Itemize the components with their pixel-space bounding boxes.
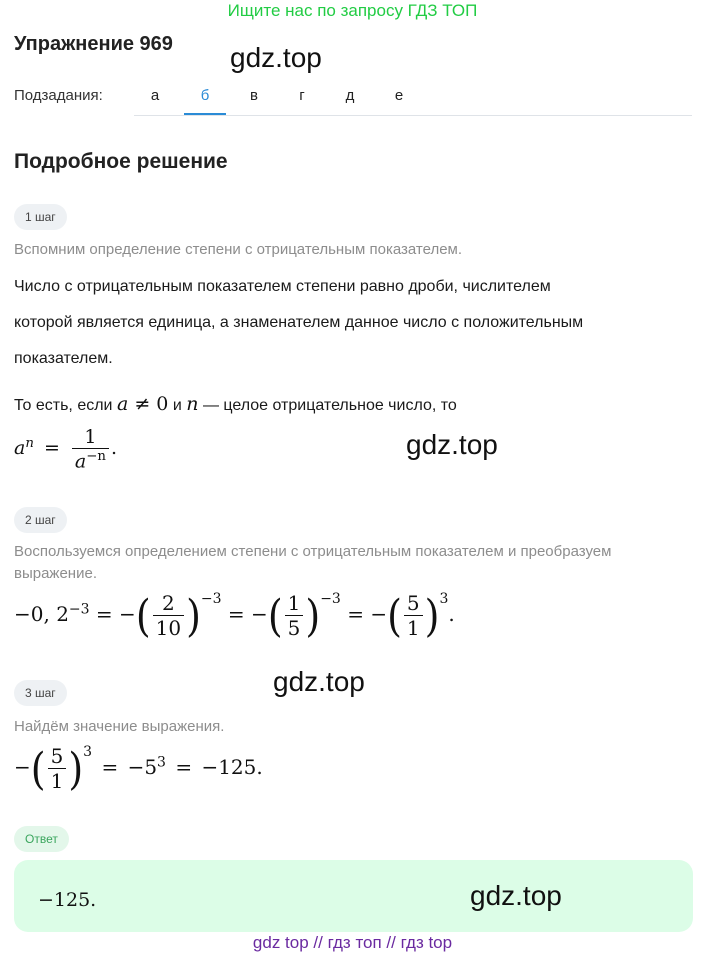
answer-value: −125. [38, 889, 97, 911]
frac-den: 1 [404, 615, 423, 640]
tab-a[interactable]: а [150, 87, 160, 104]
step-text-line: которой является единица, а знаменателем данное число с положительным [14, 314, 584, 331]
exp: 3 [83, 744, 93, 760]
expr-start: −0, 2 [14, 602, 69, 626]
step-text-line: показателем. [14, 350, 113, 367]
subtasks-label: Подзадания: [14, 87, 103, 104]
exp: −3 [68, 601, 90, 618]
exp: 3 [439, 591, 449, 607]
eq: = [95, 602, 113, 626]
var-a: a [116, 393, 129, 415]
exp: −3 [200, 591, 222, 607]
step-hint: Воспользуемся определением степени с отрицательным показателем и преобразуем выражение. [14, 543, 612, 582]
tab-b[interactable]: б [184, 80, 226, 115]
rhs-result: −125. [201, 755, 263, 779]
eq: = [347, 602, 364, 626]
formula-denominator-base: a [74, 450, 87, 473]
step-text-line: Число с отрицательным показателем степени равно дроби, числителем [14, 278, 551, 295]
step-hint: Вспомним определение степени с отрицательным показателем. [14, 241, 463, 258]
watermark: gdz.top [230, 42, 322, 73]
neq-zero: ≠ 0 [134, 393, 169, 415]
frac-den: 1 [48, 768, 67, 793]
minus: − [370, 602, 388, 626]
frac-num: 5 [406, 591, 420, 615]
frac-den: 10 [153, 615, 184, 640]
formula-exp: n [25, 435, 34, 451]
rhs-power: −5 [127, 755, 158, 779]
tab-g[interactable]: г [299, 87, 305, 104]
search-banner: Ищите нас по запросу ГДЗ ТОП [227, 1, 478, 20]
section-title: Подробное решение [14, 150, 228, 173]
var-n: n [186, 393, 199, 415]
frac-num: 5 [50, 744, 64, 768]
eq: = [227, 602, 245, 626]
watermark: gdz.top [406, 429, 498, 460]
answer-box [14, 860, 693, 932]
exercise-title: Упражнение 969 [14, 33, 173, 55]
footer-links[interactable]: gdz top // гдз топ // гдз top [252, 933, 453, 952]
minus: − [119, 602, 136, 626]
tab-d[interactable]: д [345, 87, 355, 104]
formula-numerator: 1 [84, 426, 97, 448]
frac-den: 5 [285, 615, 304, 640]
condition-prefix: То есть, если [14, 397, 113, 414]
minus: − [251, 602, 268, 626]
tab-v[interactable]: в [250, 87, 258, 104]
step-badge: 2 шаг [14, 507, 67, 533]
condition-suffix: — целое отрицательное число, то [202, 397, 457, 414]
exp: 3 [157, 754, 166, 771]
formula-base: a [14, 437, 26, 460]
step-hint: Найдём значение выражения. [14, 718, 225, 735]
frac-num: 2 [162, 591, 175, 615]
exp: −3 [320, 591, 341, 607]
tab-e[interactable]: е [394, 87, 404, 104]
watermark: gdz.top [470, 880, 562, 911]
step-badge: 3 шаг [14, 680, 67, 706]
subtasks-tabs [134, 80, 692, 116]
watermark: gdz.top [273, 666, 365, 697]
frac-num: 1 [287, 591, 301, 615]
step-badge: 1 шаг [14, 204, 67, 230]
formula-denominator-exp: −n [86, 449, 106, 464]
expression-step3: −( $\frac{5}{1}$ )$^3 = -5^3 = -125$. [14, 743, 263, 794]
condition-and: и [172, 397, 182, 414]
answer-badge: Ответ [14, 826, 69, 852]
expression-step2: −0, $2^{-3}$ = −( $\frac{2}{10}$ )$^{-3}$ = −( $\frac{1}{5}$ )$^{-3}$ = −( $\frac{5}{1}$ )$^3$. [14, 590, 455, 641]
period: . [448, 602, 455, 626]
minus: − [14, 755, 31, 779]
condition-line [14, 393, 457, 415]
formula-definition: $a^n$ = $\frac{1}{a^{-n}}$ . [14, 426, 118, 473]
